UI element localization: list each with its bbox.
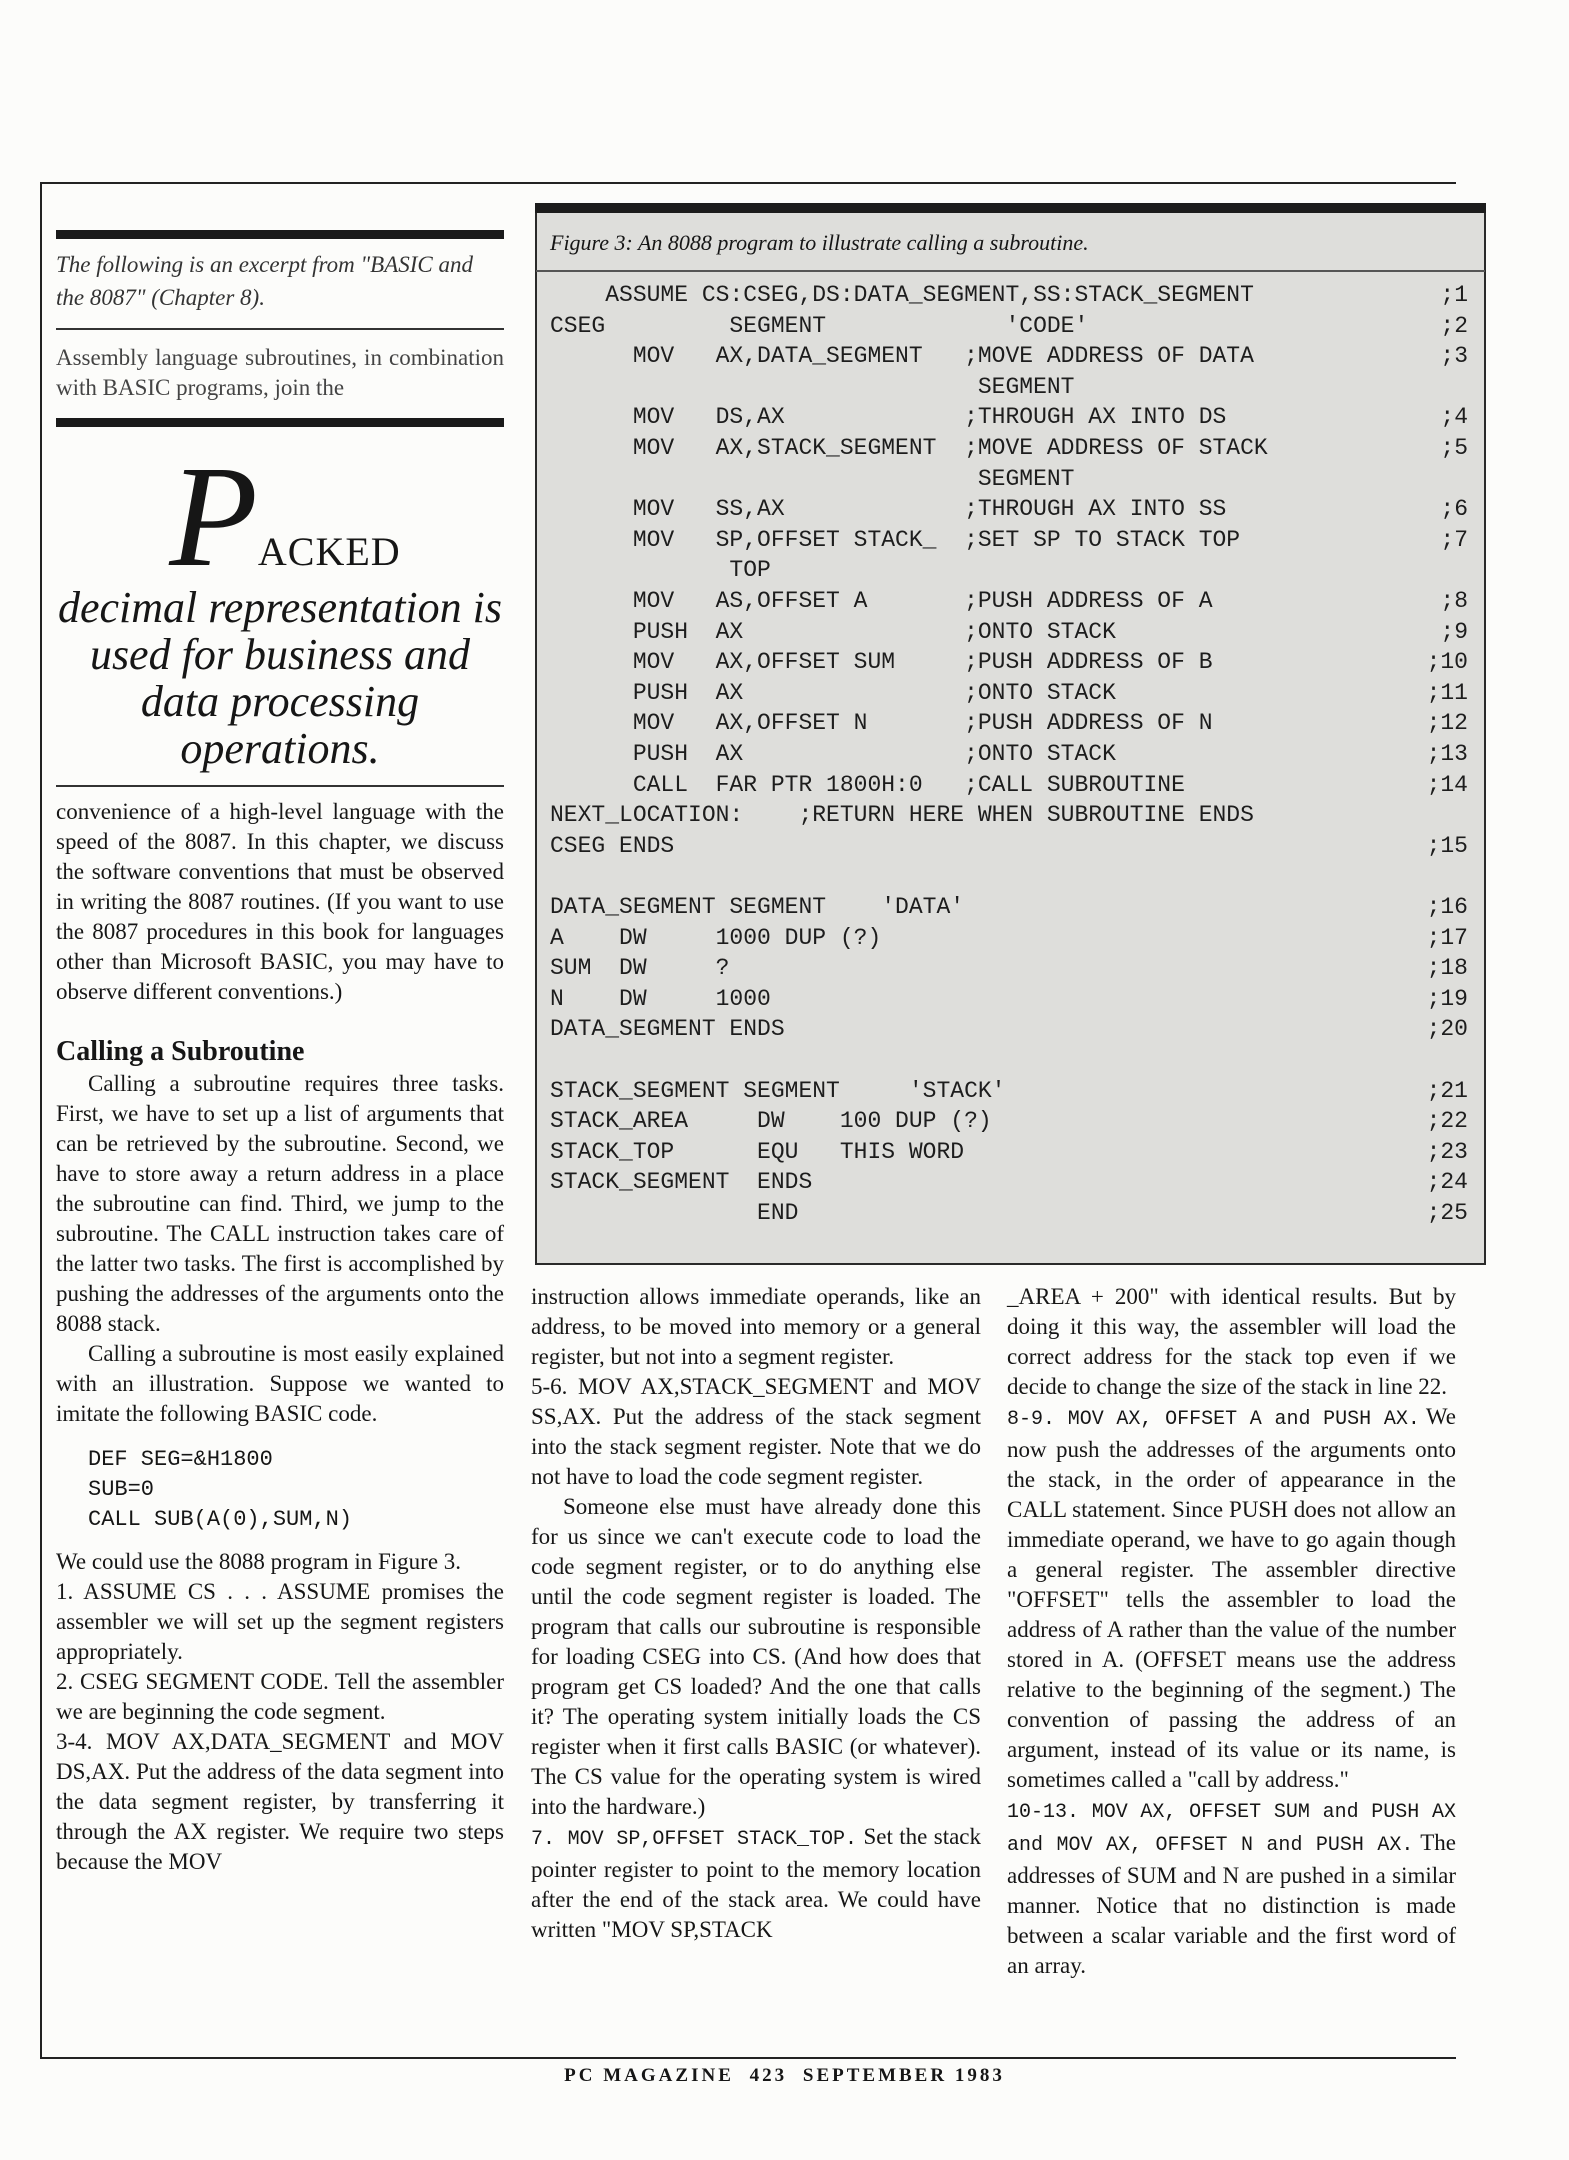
line-number: ;18 — [1426, 955, 1468, 982]
code-line: MOV AX,DATA_SEGMENT ;MOVE ADDRESS OF DATA — [550, 343, 1254, 370]
paragraph — [531, 1822, 981, 1945]
paragraph-text: We now push the addresses of the arguments onto the stack, in the order of appearance in the CALL statement. Since PUSH does not allow an immediate operand, we have to go again though a general register. The assembler directive "OFFSET" tells the assembler to load the address of A rather than the value of the number stored in A. (OFFSET means use the address relative to the beginning of the segment.) The convention of passing the address of an argument, instead of its value or its name, is sometimes called a "call by address." — [1007, 1404, 1456, 1792]
code-line: CSEG SEGMENT 'CODE' — [550, 312, 1089, 339]
paragraph-text: The addresses of SUM and N are pushed in a similar manner. Notice that no distinction is made between a scalar variable and the first word of an array. — [1007, 1830, 1456, 1978]
code-line: MOV AX,OFFSET N ;PUSH ADDRESS OF N — [550, 710, 1213, 737]
line-number: ;14 — [1426, 771, 1468, 798]
paragraph: convenience of a high-level language with the speed of the 8087. In this chapter, we discuss the software conventions that must be observed in writing the 8087 routines. (If you want to use the 8087 procedures in this book for languages other than Microsoft BASIC, you may have to observe different conventions.) — [56, 799, 504, 1004]
code-line: MOV AX,OFFSET SUM ;PUSH ADDRESS OF B — [550, 649, 1213, 676]
line-number: ;7 — [1440, 526, 1468, 553]
line-number: ;6 — [1440, 496, 1468, 523]
code-line: MOV AS,OFFSET A ;PUSH ADDRESS OF A — [550, 588, 1213, 614]
line-number: ;12 — [1426, 710, 1468, 737]
paragraph: Calling a subroutine requires three tasks. First, we have to set up a list of arguments that can be retrieved by the subroutine. Second, we have to store away a return address in a place the subroutine can find. Third, we jump to the subroutine. The CALL instruction takes care of the latter two tasks. The first is accomplished by pushing the addresses of the arguments onto the 8088 stack. — [56, 1071, 504, 1336]
figure-caption: Figure 3: An 8088 program to illustrate calling a subroutine. — [550, 230, 1089, 255]
code-line: SUB=0 — [88, 1477, 155, 1502]
code-line: STACK_SEGMENT ENDS — [550, 1169, 813, 1196]
code-line: MOV DS,AX ;THROUGH AX INTO DS — [550, 404, 1227, 431]
page-frame-bottom — [40, 2057, 1456, 2059]
line-number: ;9 — [1440, 618, 1468, 645]
code-line: CSEG ENDS — [550, 832, 675, 859]
paragraph — [1007, 1402, 1456, 1795]
code-line: DATA_SEGMENT ENDS — [550, 1016, 785, 1043]
pull-quote-word: ACKED — [257, 529, 401, 574]
excerpt-note: The following is an excerpt from "BASIC and the 8087" (Chapter 8). — [56, 252, 474, 310]
line-number: ;5 — [1440, 435, 1468, 461]
paragraph: We could use the 8088 program in Figure 3. — [56, 1549, 462, 1574]
line-number: ;10 — [1426, 649, 1468, 676]
line-number: ;22 — [1426, 1108, 1468, 1135]
code-line: SEGMENT — [550, 465, 1075, 492]
code-line: STACK_TOP EQU THIS WORD — [550, 1138, 965, 1165]
code-line: A DW 1000 DUP (?) — [550, 924, 882, 951]
figure-top-bar — [535, 203, 1486, 213]
line-number: ;2 — [1440, 312, 1468, 339]
code-line: PUSH AX ;ONTO STACK — [550, 741, 1116, 767]
basic-code-block — [56, 1445, 504, 1535]
paragraph: instruction allows immediate operands, like an address, to be moved into memory or a general register, but not into a segment register. — [531, 1284, 981, 1369]
pull-quote-text: decimal representation is used for business and data processing operations. — [58, 583, 502, 773]
issue-date: SEPTEMBER 1983 — [802, 2065, 1005, 2086]
intro-text: Assembly language subroutines, in combination with BASIC programs, join the — [56, 345, 504, 400]
page-frame-left — [40, 182, 42, 2058]
pull-quote-dropcap: P — [169, 437, 258, 597]
line-number: ;21 — [1426, 1077, 1468, 1104]
paragraph: 2. CSEG SEGMENT CODE. Tell the assembler we are beginning the code segment. — [56, 1669, 504, 1724]
code-line: PUSH AX ;ONTO STACK — [550, 618, 1116, 645]
sidebar-top-bar — [56, 230, 504, 239]
code-line: MOV SS,AX ;THROUGH AX INTO SS — [550, 496, 1227, 523]
inline-code: 7. MOV SP,OFFSET STACK_TOP. — [531, 1828, 858, 1851]
pull-quote-heading — [56, 437, 504, 597]
line-number: ;25 — [1426, 1200, 1468, 1226]
line-number: ;8 — [1440, 588, 1468, 614]
paragraph: 5-6. MOV AX,STACK_SEGMENT and MOV SS,AX. Put the address of the stack segment into the stack segment register. Note that we do not have to load the code segment register. — [531, 1374, 981, 1489]
line-number: ;4 — [1440, 404, 1468, 431]
line-number: ;1 — [1440, 282, 1468, 308]
paragraph-text: Set the stack pointer register to point to the memory location after the end of the stack area. We could have written "MOV SP,STACK — [531, 1824, 981, 1942]
code-line: SUM DW ? — [550, 955, 730, 982]
inline-code: 10-13. MOV AX, OFFSET SUM and PUSH AX and MOV AX, OFFSET N and PUSH AX. — [1007, 1801, 1456, 1857]
line-number: ;19 — [1426, 985, 1468, 1012]
code-line: PUSH AX ;ONTO STACK — [550, 679, 1116, 706]
line-number: ;17 — [1426, 924, 1468, 951]
page-number: 423 — [749, 2065, 788, 2086]
line-number: ;15 — [1426, 832, 1468, 859]
middle-column — [531, 1282, 981, 1945]
code-line: CALL FAR PTR 1800H:0 ;CALL SUBROUTINE — [550, 771, 1185, 798]
assembly-listing — [550, 282, 1470, 1242]
line-number: ;11 — [1426, 679, 1468, 706]
line-number: ;13 — [1426, 741, 1468, 767]
code-line: STACK_SEGMENT SEGMENT 'STACK' — [550, 1077, 1006, 1104]
code-line: DATA_SEGMENT SEGMENT 'DATA' — [550, 894, 965, 920]
pullquote-top-bar — [56, 418, 504, 427]
pullquote-bottom-rule — [56, 785, 504, 787]
line-number: ;23 — [1426, 1138, 1468, 1165]
paragraph: _AREA + 200" with identical results. But by doing it this way, the assembler will load the correct address for the stack top even if we decide to change the size of the stack in line 22. — [1007, 1284, 1456, 1399]
right-column — [1007, 1282, 1456, 1981]
magazine-name: PC MAGAZINE — [564, 2065, 734, 2086]
code-line: MOV SP,OFFSET STACK_ ;SET SP TO STACK TOP — [550, 526, 1241, 553]
paragraph: Calling a subroutine is most easily explained with an illustration. Suppose we wanted to imitate the following BASIC code. — [56, 1341, 504, 1426]
paragraph: 1. ASSUME CS . . . ASSUME promises the assembler we will set up the segment registers appropriately. — [56, 1579, 504, 1664]
line-number: ;16 — [1426, 894, 1468, 920]
code-line: DEF SEG=&H1800 — [88, 1447, 273, 1472]
line-number: ;20 — [1426, 1016, 1468, 1043]
code-line: ASSUME CS:CSEG,DS:DATA_SEGMENT,SS:STACK_SEGMENT — [550, 282, 1254, 308]
line-number: ;3 — [1440, 343, 1468, 370]
inline-code: 8-9. MOV AX, OFFSET A and PUSH AX. — [1007, 1408, 1420, 1431]
code-line: SEGMENT — [550, 373, 1075, 400]
paragraph: 3-4. MOV AX,DATA_SEGMENT and MOV DS,AX. Put the address of the data segment into the data segment register, by transferring it through the AX register. We require two steps because the MOV — [56, 1729, 504, 1874]
code-line: NEXT_LOCATION: ;RETURN HERE WHEN SUBROUTINE ENDS — [550, 802, 1254, 829]
paragraph: Someone else must have already done this for us since we can't execute code to load the code segment register, or to do anything else until the code segment register is loaded. The program that calls our subroutine is responsible for loading CSEG into CS. (And how does that program get CS loaded? And the one that calls it? The operating system initially loads the CS register when it first calls BASIC (or whatever). The CS value for the operating system is wired into the hardware.) — [531, 1494, 981, 1819]
page-footer — [0, 2065, 1569, 2087]
page-frame-top — [40, 182, 1456, 184]
code-line: TOP — [550, 557, 771, 584]
code-line: STACK_AREA DW 100 DUP (?) — [550, 1108, 992, 1135]
sidebar-body — [56, 797, 504, 1877]
section-heading: Calling a Subroutine — [56, 1036, 305, 1067]
code-line: CALL SUB(A(0),SUM,N) — [88, 1507, 353, 1532]
code-line: MOV AX,STACK_SEGMENT ;MOVE ADDRESS OF STACK — [550, 435, 1268, 461]
code-line: N DW 1000 — [550, 985, 771, 1012]
excerpt-divider — [56, 328, 504, 330]
pull-quote — [56, 437, 504, 773]
figure-caption-rule — [536, 270, 1485, 272]
paragraph — [1007, 1795, 1456, 1981]
code-line: END — [550, 1200, 799, 1226]
line-number: ;24 — [1426, 1169, 1468, 1196]
